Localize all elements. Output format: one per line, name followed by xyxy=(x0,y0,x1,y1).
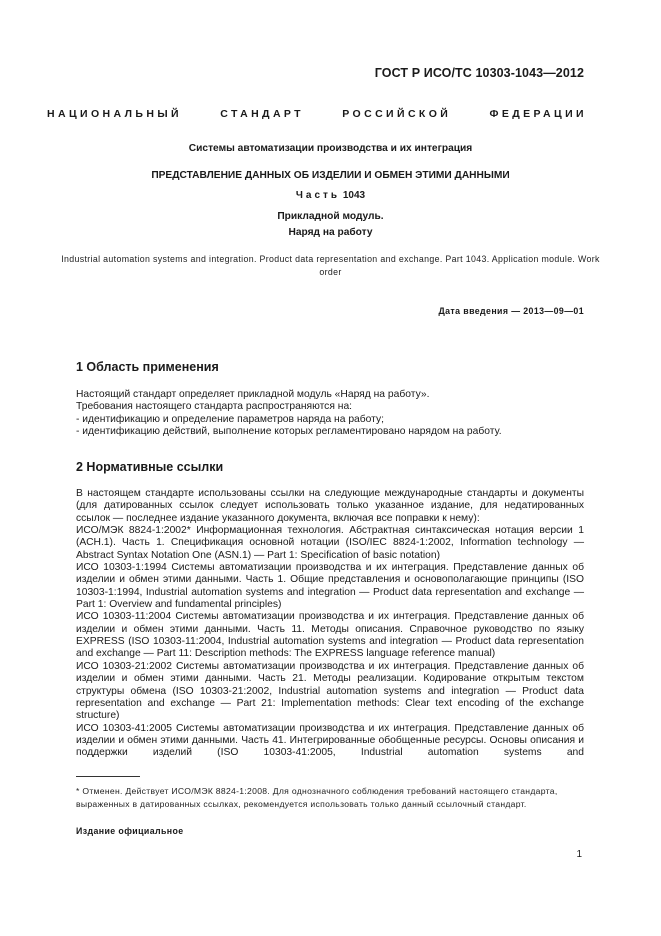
reference-entry: ИСО 10303-21:2002 Системы автоматизации производства и их интеграция. Представление данных об изделии и обмен этими данными. Часть 21. Методы реализации. Кодирование открытым текстом структуры обмена (ISO 10303-21:2002, Industrial automation systems and integration — Product data representation and exchange — Part 21: Implementation methods: Clear text encoding of the exchange structure) xyxy=(76,660,584,722)
title-module-line2: Наряд на работу xyxy=(288,227,373,238)
title-main: ПРЕДСТАВЛЕНИЕ ДАННЫХ ОБ ИЗДЕЛИИ И ОБМЕН ЭТИМИ ДАННЫМИ xyxy=(151,170,510,181)
banner-word-4: ФЕДЕРАЦИИ xyxy=(489,108,587,120)
standard-designation: ГОСТ Р ИСО/ТС 10303-1043—2012 xyxy=(374,66,584,80)
official-edition: Издание официальное xyxy=(76,826,184,836)
footnote-rule xyxy=(76,776,140,777)
scope-line: - идентификацию действий, выполнение которых регламентировано нарядом на работу. xyxy=(76,426,502,438)
reference-entry: ИСО 10303-11:2004 Системы автоматизации производства и их интеграция. Представление данных об изделии и обмен этими данными. Часть 11. Методы описания. Справочное руководство по языку EXPRESS (ISO 10303-11:2004, Industrial automation systems and integration — Product data representation and exchange — Part 11: Description methods: The EXPRESS language reference manual) xyxy=(76,611,584,660)
reference-entry: ИСО 10303-1:1994 Системы автоматизации производства и их интеграция. Представление данных об изделии и обмен этими данными. Часть 1. Общие представления и основополагающие принципы (ISO 10303-1:1994, Industrial automation systems and integration — Product data representation and exchange — Part 1: Overview and fundamental principles) xyxy=(76,562,584,611)
banner-word-2: СТАНДАРТ xyxy=(220,108,304,120)
section-references-heading: 2 Нормативные ссылки xyxy=(76,460,224,474)
banner-word-1: НАЦИОНАЛЬНЫЙ xyxy=(47,108,182,120)
footnote: * Отменен. Действует ИСО/МЭК 8824-1:2008. Для однозначного соблюдения требований настоящего стандарта, выраженных в датированных ссылках, рекомендуется использовать только данный ссылочный стандарт. xyxy=(76,786,558,809)
section-references-body xyxy=(76,488,584,760)
title-module-line1: Прикладной модуль. xyxy=(277,211,384,222)
national-standard-banner xyxy=(47,108,587,120)
banner-word-3: РОССИЙСКОЙ xyxy=(342,108,452,120)
references-intro: В настоящем стандарте использованы ссылки на следующие международные стандарты и документы (для датированных ссылок следует использовать только указанное издание, для недатированных ссылок — последнее издание указанного документа, включая все поправки к нему): xyxy=(76,488,584,524)
section-scope-heading: 1 Область применения xyxy=(76,360,219,374)
title-part xyxy=(0,190,661,201)
scope-line: Настоящий стандарт определяет прикладной модуль «Наряд на работу». xyxy=(76,389,430,400)
reference-entry: ИСО/МЭК 8824-1:2002* Информационная технология. Абстрактная синтаксическая нотация версии 1 (АСН.1). Часть 1. Спецификация основной нотации (ISO/IEC 8824-1:2002, Information technology — Abstract Syntax Notation One (ASN.1) — Part 1: Specification of basic notation) xyxy=(76,525,584,561)
title-series: Системы автоматизации производства и их интеграция xyxy=(188,143,473,154)
page-number: 1 xyxy=(576,849,582,860)
part-number: 1043 xyxy=(342,190,366,201)
effective-date: Дата введения — 2013—09—01 xyxy=(438,306,584,316)
scope-line: - идентификацию и определение параметров наряда на работу; xyxy=(76,413,385,425)
scope-line: Требования настоящего стандарта распространяются на: xyxy=(76,401,353,413)
section-scope-body xyxy=(76,389,586,439)
title-english: Industrial automation systems and integration. Product data representation and exchange. Part 1043. Application module. Work order xyxy=(61,254,600,277)
reference-entry: ИСО 10303-41:2005 Системы автоматизации производства и их интеграция. Представление данных об изделии и обмен этими данными. Часть 41. Интегрированные обобщенные ресурсы. Основы описания и поддержки изделий (ISO 10303-41:2005, Industrial automation systems and xyxy=(76,722,584,759)
part-label: Часть xyxy=(295,190,341,201)
